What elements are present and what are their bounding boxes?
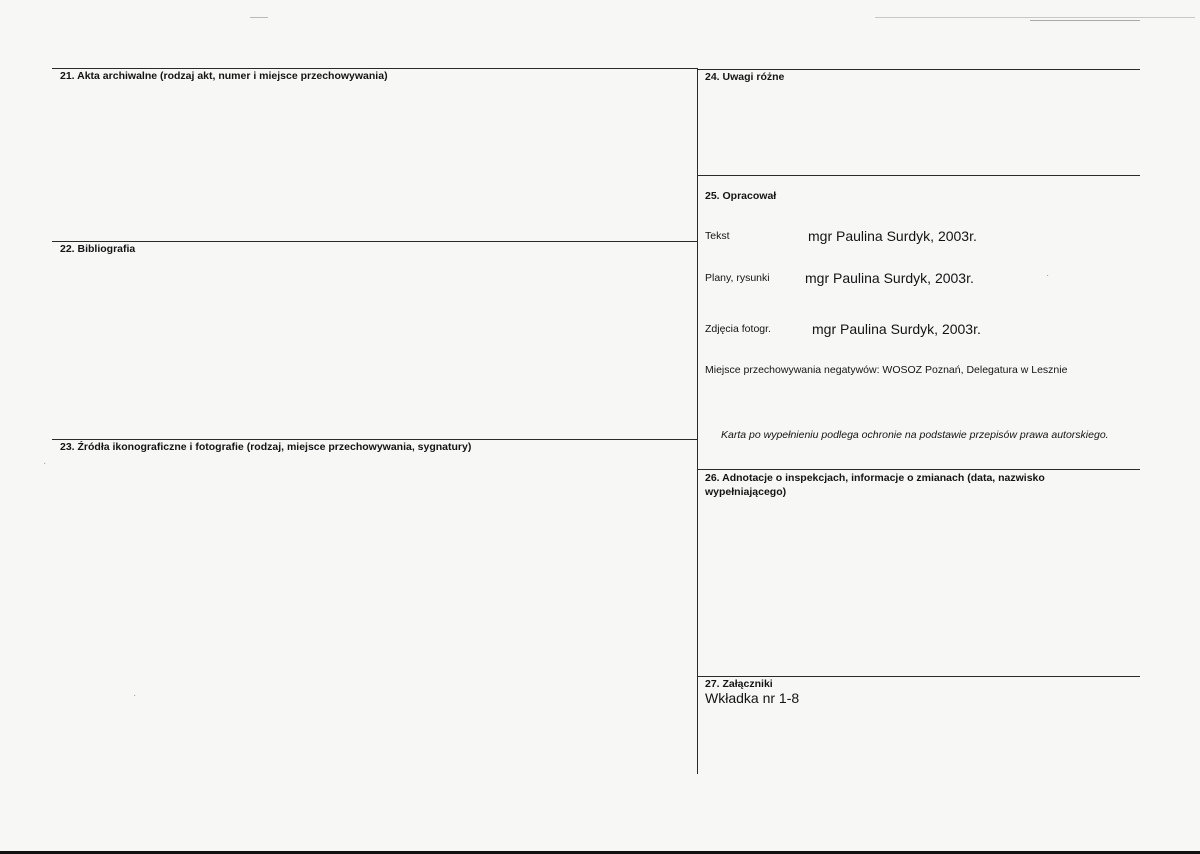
section-21-top-rule <box>52 68 697 69</box>
section-25-top-rule <box>698 175 1140 176</box>
scan-speck: · <box>133 690 137 701</box>
scan-artifact-top <box>875 17 1195 18</box>
section-23-top-rule <box>52 439 697 440</box>
prepared-photos-value: mgr Paulina Surdyk, 2003r. <box>812 321 981 337</box>
section-24-top-rule <box>698 69 1140 70</box>
section-24-title: 24. Uwagi różne <box>705 71 785 83</box>
section-26-title-line1: 26. Adnotacje o inspekcjach, informacje o zmianach (data, nazwisko <box>705 472 1045 484</box>
section-22-title: 22. Bibliografia <box>60 243 136 255</box>
prepared-photos-label: Zdjęcia fotogr. <box>705 323 771 335</box>
prepared-plans-value: mgr Paulina Surdyk, 2003r. <box>805 270 974 286</box>
section-26-top-rule <box>698 469 1140 470</box>
section-27-title: 27. Załączniki <box>705 678 773 690</box>
section-26-title-line2: wypełniającego) <box>705 486 787 498</box>
copyright-note: Karta po wypełnieniu podlega ochronie na podstawie przepisów prawa autorskiego. <box>721 429 1109 441</box>
section-21-title: 21. Akta archiwalne (rodzaj akt, numer i miejsce przechowywania) <box>60 70 388 82</box>
prepared-text-value: mgr Paulina Surdyk, 2003r. <box>808 228 977 244</box>
scan-speck: · <box>43 458 47 469</box>
section-27-top-rule <box>698 676 1140 677</box>
negatives-storage: Miejsce przechowywania negatywów: WOSOZ Poznań, Delegatura w Lesznie <box>705 364 1068 376</box>
prepared-text-label: Tekst <box>705 230 730 242</box>
column-divider <box>697 68 698 774</box>
scan-artifact-top <box>1030 20 1140 21</box>
attachments-value: Wkładka nr 1-8 <box>705 690 800 706</box>
prepared-plans-label: Plany, rysunki <box>705 272 770 284</box>
scan-speck: · <box>1046 270 1050 281</box>
section-22-top-rule <box>52 241 697 242</box>
section-25-title: 25. Opracował <box>705 190 777 202</box>
section-23-title: 23. Źródła ikonograficzne i fotografie (rodzaj, miejsce przechowywania, sygnatury) <box>60 441 472 453</box>
scan-artifact-top <box>250 17 268 18</box>
